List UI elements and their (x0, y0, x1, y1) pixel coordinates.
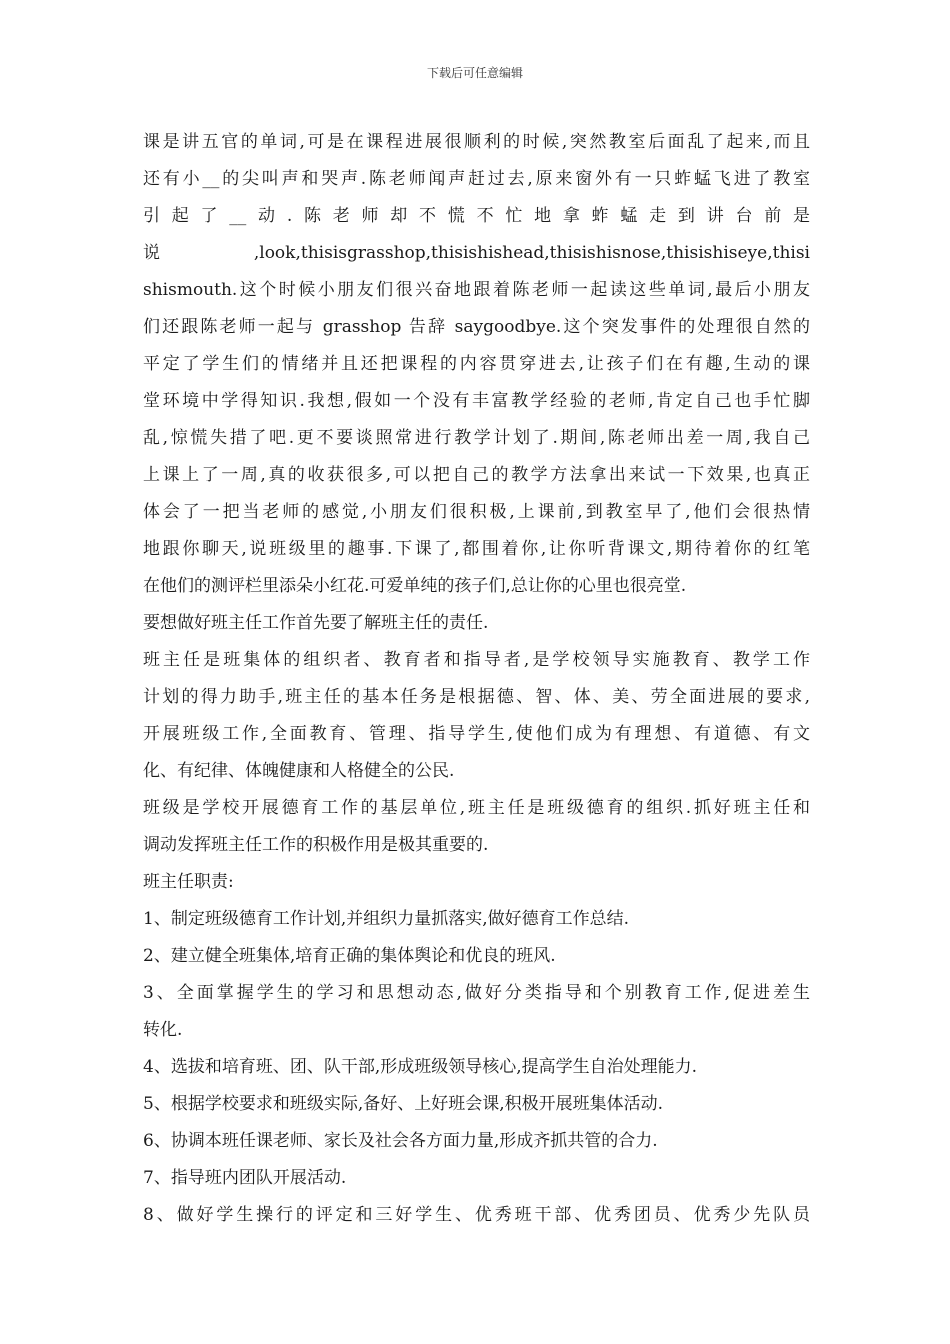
list-item: 8、做好学生操行的评定和三好学生、优秀班干部、优秀团员、优秀少先队员 (143, 1205, 810, 1225)
list-item: 3、全面掌握学生的学习和思想动态,做好分类指导和个别教育工作,促进差生 (143, 983, 810, 1003)
text-line: 要想做好班主任工作首先要了解班主任的责任. (143, 613, 489, 633)
text-line: 体会了一把当老师的感觉,小朋友们很积极,上课前,到教室早了,他们会很热情 (143, 502, 810, 522)
text-line: 计划的得力助手,班主任的基本任务是根据德、智、体、美、劳全面进展的要求, (143, 687, 810, 707)
document-body (143, 124, 810, 1234)
text-line: 平定了学生们的情绪并且还把课程的内容贯穿进去,让孩子们在有趣,生动的课 (143, 354, 810, 374)
page-header: 下载后可任意编辑 (426, 66, 523, 80)
text-line: 调动发挥班主任工作的积极作用是极其重要的. (143, 835, 489, 855)
text-line: 班主任是班集体的组织者、教育者和指导者,是学校领导实施教育、教学工作 (143, 650, 810, 670)
text-line: 乱,惊慌失措了吧.更不要谈照常进行教学计划了.期间,陈老师出差一周,我自己 (143, 428, 810, 448)
text-line: 地跟你聊天,说班级里的趣事.下课了,都围着你,让你听背课文,期待着你的红笔 (143, 539, 810, 559)
text-line: 引起了__动.陈老师却不慌不忙地拿蚱蜢走到讲台前是 (143, 206, 810, 226)
text-line: 转化. (143, 1020, 183, 1040)
text-line: 课是讲五官的单词,可是在课程进展很顺利的时候,突然教室后面乱了起来,而且 (143, 132, 810, 152)
text-line: 说,look,thisisgrasshop,thisishishead,thisishisnose,thisishiseye,thisi (143, 243, 810, 263)
text-line: 在他们的测评栏里添朵小红花.可爱单纯的孩子们,总让你的心里也很亮堂. (143, 576, 687, 596)
text-line: 班主任职责: (143, 872, 234, 892)
list-item: 5、根据学校要求和班级实际,备好、上好班会课,积极开展班集体活动. (143, 1094, 664, 1114)
list-item: 6、协调本班任课老师、家长及社会各方面力量,形成齐抓共管的合力. (143, 1131, 658, 1151)
text-line: 堂环境中学得知识.我想,假如一个没有丰富教学经验的老师,肯定自己也手忙脚 (143, 391, 810, 411)
list-item: 2、建立健全班集体,培育正确的集体舆论和优良的班风. (143, 946, 556, 966)
text-line: 上课上了一周,真的收获很多,可以把自己的教学方法拿出来试一下效果,也真正 (143, 465, 810, 485)
text-line: 化、有纪律、体魄健康和人格健全的公民. (143, 761, 455, 781)
text-line: 们还跟陈老师一起与 grasshop 告辞 saygoodbye.这个突发事件的处理很自然的 (143, 317, 810, 337)
text-line: 班级是学校开展德育工作的基层单位,班主任是班级德育的组织.抓好班主任和 (143, 798, 810, 818)
text-line: 开展班级工作,全面教育、管理、指导学生,使他们成为有理想、有道德、有文 (143, 724, 810, 744)
list-item: 4、选拔和培育班、团、队干部,形成班级领导核心,提高学生自治处理能力. (143, 1057, 698, 1077)
text-line: 还有小__的尖叫声和哭声.陈老师闻声赶过去,原来窗外有一只蚱蜢飞进了教室 (143, 169, 810, 189)
list-item: 1、制定班级德育工作计划,并组织力量抓落实,做好德育工作总结. (143, 909, 630, 929)
text-line: shismouth.这个时候小朋友们很兴奋地跟着陈老师一起读这些单词,最后小朋友 (143, 280, 810, 300)
list-item: 7、指导班内团队开展活动. (143, 1168, 347, 1188)
